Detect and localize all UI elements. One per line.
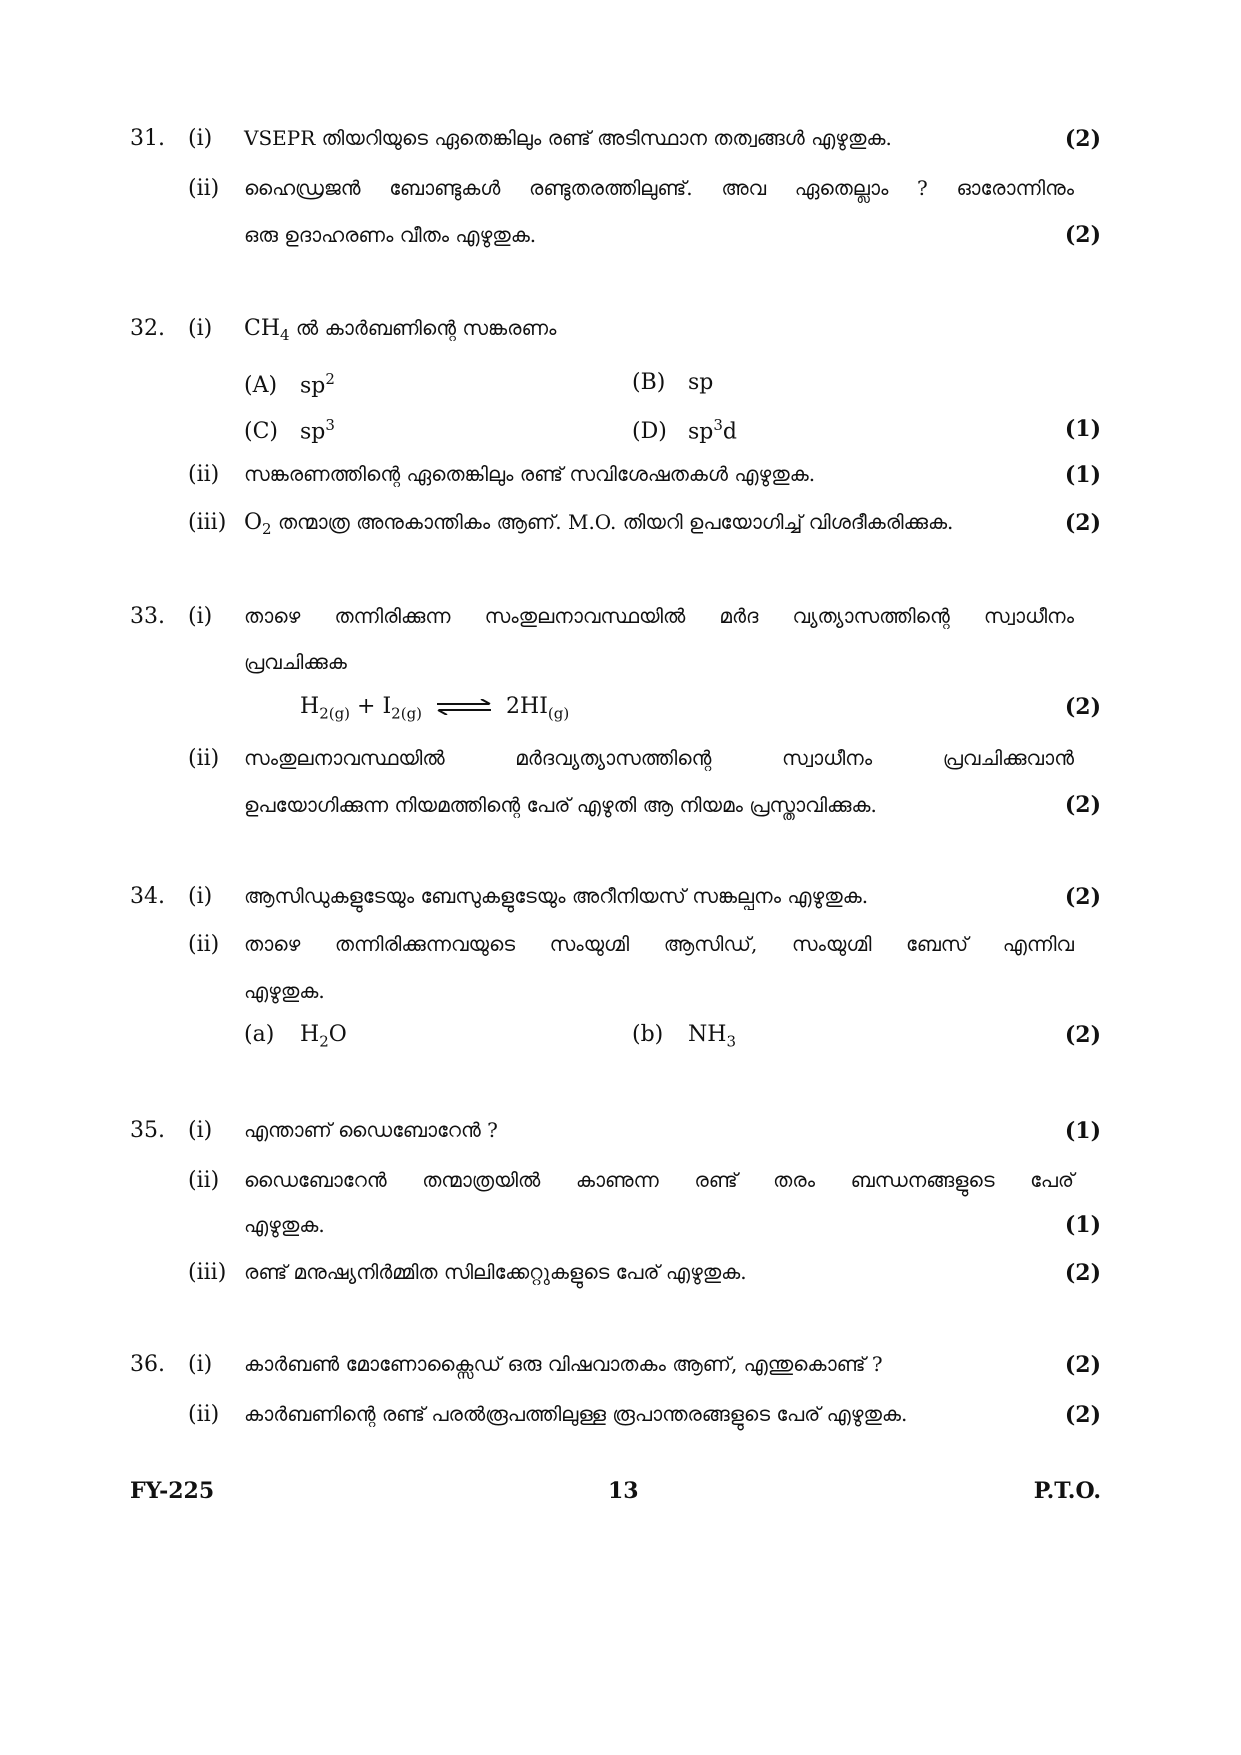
- option-value: sp: [688, 370, 714, 395]
- option-label: (D): [632, 419, 667, 445]
- question-text: താഴെ തന്നിരിക്കുന്ന സംതുലനാവസ്ഥയിൽ മർദ വ്യത്യാസത്തിന്റെ സ്വാധീനം: [244, 604, 1074, 628]
- part-label: (ii): [188, 462, 220, 487]
- page-number: 13: [608, 1478, 639, 1504]
- part-label: (ii): [188, 1168, 220, 1193]
- option-value: sp: [688, 419, 714, 445]
- reactant-h2-subscript: 2(g): [319, 704, 351, 723]
- question-text: കാർബണിന്റെ രണ്ട് പരൽരൂപത്തിലുള്ള രൂപാന്തരങ്ങളുടെ പേര് എഴുതുക.: [244, 1402, 908, 1426]
- question-text: ഹൈഡ്രജൻ ബോണ്ടുകൾ രണ്ടുതരത്തിലുണ്ട്. അവ ഏതെല്ലാം ? ഓരോന്നിനും: [244, 176, 1074, 200]
- option-superscript: 2: [325, 370, 335, 388]
- equilibrium-arrows-icon: [435, 699, 493, 715]
- option-b: [632, 370, 713, 395]
- question-number: 32.: [130, 316, 165, 341]
- formula: O: [244, 510, 263, 535]
- question-number: 31.: [130, 126, 165, 151]
- question-number: 33.: [130, 604, 165, 629]
- option-value-tail: d: [722, 419, 738, 445]
- option-a: [244, 370, 335, 398]
- question-text: സംതുലനാവസ്ഥയിൽ മർദവ്യത്യാസത്തിന്റെ സ്വാധീനം പ്രവചിക്കുവാൻ: [244, 746, 1074, 770]
- part-label: (i): [188, 1118, 213, 1143]
- question-text: താഴെ തന്നിരിക്കുന്നവയുടെ സംയുഗ്മി ആസിഡ്, സംയുഗ്മി ബേസ് എന്നിവ: [244, 932, 1074, 956]
- reactant-i2-subscript: 2(g): [391, 704, 423, 723]
- equilibrium-equation: [300, 694, 569, 722]
- option-d: [632, 416, 737, 444]
- part-label: (i): [188, 126, 213, 151]
- question-text: ഉപയോഗിക്കുന്ന നിയമത്തിന്റെ പേര് എഴുതി ആ നിയമം പ്രസ്താവിക്കുക.: [244, 793, 877, 817]
- option-value: sp: [300, 373, 326, 399]
- option-label: (C): [244, 419, 278, 445]
- part-label: (i): [188, 316, 213, 341]
- part-label: (ii): [188, 1402, 220, 1427]
- product-hi-subscript: (g): [547, 704, 570, 723]
- option-label: (a): [244, 1022, 275, 1047]
- part-label: (ii): [188, 932, 220, 957]
- question-text: VSEPR തിയറിയുടെ ഏതെങ്കിലും രണ്ട് അടിസ്ഥാന തത്വങ്ങൾ എഴുതുക.: [244, 126, 892, 150]
- paper-code: FY-225: [130, 1478, 215, 1504]
- option-subscript: 3: [726, 1032, 736, 1051]
- option-a: [244, 1022, 347, 1050]
- option-value: NH: [688, 1022, 727, 1047]
- option-value-tail: O: [328, 1022, 347, 1047]
- option-superscript: 3: [325, 416, 335, 434]
- question-number: 35.: [130, 1118, 165, 1143]
- question-text-tail: ൽ കാർബണിന്റെ സങ്കരണം: [289, 316, 557, 340]
- question-text: കാർബൺ മോണോക്സൈഡ് ഒരു വിഷവാതകം ആണ്, എന്തുകൊണ്ട് ?: [244, 1352, 883, 1376]
- part-label: (ii): [188, 746, 220, 771]
- part-label: (i): [188, 1352, 213, 1377]
- question-text: ഡൈബോറേൻ തന്മാത്രയിൽ കാണുന്ന രണ്ട് തരം ബന്ധനങ്ങളുടെ പേര്: [244, 1168, 1074, 1192]
- marks: (2): [1064, 222, 1101, 248]
- marks: (1): [1064, 416, 1101, 442]
- marks: (1): [1064, 462, 1101, 488]
- please-turn-over: P.T.O.: [1033, 1478, 1101, 1504]
- question-text: എഴുതുക.: [244, 979, 325, 1003]
- part-label: (iii): [188, 1260, 227, 1285]
- option-label: (B): [632, 370, 666, 395]
- marks: (2): [1064, 510, 1101, 536]
- question-text: എന്താണ് ഡൈബോറേൻ ?: [244, 1118, 498, 1142]
- question-text-tail: തന്മാത്ര അനുകാന്തികം ആണ്. M.O. തിയറി ഉപയോഗിച്ച് വിശദീകരിക്കുക.: [271, 510, 954, 534]
- marks: (2): [1064, 694, 1101, 720]
- part-label: (iii): [188, 510, 227, 535]
- option-value: sp: [300, 419, 326, 445]
- option-value: H: [300, 1022, 320, 1047]
- marks: (2): [1064, 126, 1101, 152]
- option-superscript: 3: [713, 416, 723, 434]
- reactant-i2: I: [382, 694, 392, 719]
- marks: (1): [1064, 1118, 1101, 1144]
- question-text: ഒരു ഉദാഹരണം വീതം എഴുതുക.: [244, 223, 537, 247]
- formula-subscript: 2: [262, 520, 272, 538]
- option-subscript: 2: [319, 1032, 329, 1051]
- question-text: സങ്കരണത്തിന്റെ ഏതെങ്കിലും രണ്ട് സവിശേഷതകൾ എഴുതുക.: [244, 462, 816, 486]
- marks: (2): [1064, 1402, 1101, 1428]
- formula-subscript: 4: [280, 326, 290, 344]
- part-label: (ii): [188, 176, 220, 201]
- marks: (1): [1064, 1212, 1101, 1238]
- marks: (2): [1064, 1352, 1101, 1378]
- formula: CH: [244, 316, 281, 341]
- product-hi: 2HI: [506, 694, 548, 719]
- question-text: രണ്ട് മനുഷ്യനിർമ്മിത സിലിക്കേറ്റുകളുടെ പേര് എഴുതുക.: [244, 1260, 747, 1284]
- question-number: 34.: [130, 884, 165, 909]
- part-label: (i): [188, 604, 213, 629]
- option-b: [632, 1022, 736, 1050]
- option-label: (b): [632, 1022, 664, 1047]
- question-text: പ്രവചിക്കുക: [244, 650, 347, 674]
- option-c: [244, 416, 335, 444]
- part-label: (i): [188, 884, 213, 909]
- marks: (2): [1064, 1022, 1101, 1048]
- question-text: എഴുതുക.: [244, 1213, 325, 1237]
- question-text: ആസിഡുകളുടേയും ബേസുകളുടേയും അറീനിയസ് സങ്കല്പനം എഴുതുക.: [244, 884, 869, 908]
- marks: (2): [1064, 1260, 1101, 1286]
- question-text: [244, 305, 556, 358]
- reactant-h2: H: [300, 694, 320, 719]
- question-number: 36.: [130, 1352, 165, 1377]
- question-text: [244, 499, 953, 552]
- plus-sign: +: [350, 694, 383, 719]
- marks: (2): [1064, 884, 1101, 910]
- marks: (2): [1064, 792, 1101, 818]
- option-label: (A): [244, 373, 278, 399]
